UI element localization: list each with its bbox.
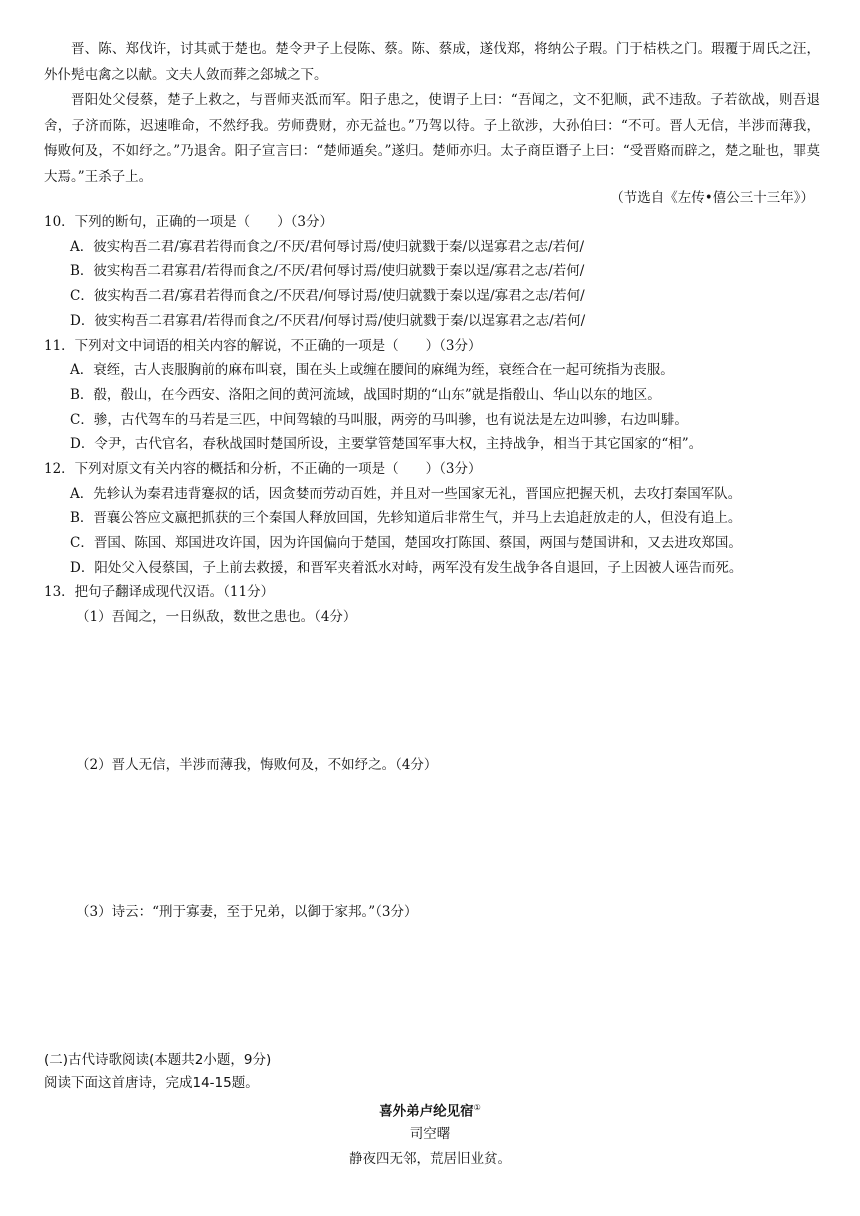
poem-author: 司空曙 — [409, 1126, 451, 1142]
poem-footnote-mark: ① — [473, 1103, 481, 1112]
question-11-option-c: C．骖，古代驾车的马若是三匹，中间驾辕的马叫服，两旁的马叫骖，也有说法是左边叫骖，右边叫騑。 — [70, 412, 688, 428]
question-10-option-d: D．彼实构吾二君寡君/若得而食之/不厌君/何辱讨焉/使归就戮于秦/以逞寡君之志/若何/ — [70, 313, 586, 329]
question-13-stem: 13．把句子翻译成现代汉语。（11分） — [44, 584, 275, 600]
question-11-option-d: D．令尹，古代官名，春秋战国时楚国所设，主要掌管楚国军事大权，主持战争，相当于其它国家的“相”。 — [70, 436, 703, 452]
poem-line-1: 静夜四无邻，荒居旧业贫。 — [349, 1151, 511, 1167]
question-12-option-a: A．先轸认为秦君违背蹇叔的话，因贪婪而劳动百姓，并且对一些国家无礼，晋国应把握天机，去攻打秦国军队。 — [70, 486, 742, 502]
question-12-stem: 12．下列对原文有关内容的概括和分析，不正确的一项是（ ）（3分） — [44, 461, 482, 477]
poem-title: 喜外弟卢纶见宿 — [379, 1103, 474, 1120]
question-10-option-a: A．彼实构吾二君/寡君若得而食之/不厌/君何辱讨焉/使归就戮于秦/以逞寡君之志/若何/ — [70, 239, 585, 255]
question-11-option-b: B．殽，殽山，在今西安、洛阳之间的黄河流域，战国时期的“山东”就是指殽山、华山以东的地区。 — [70, 387, 661, 403]
passage-paragraph-1: 晋、陈、郑伐许，讨其贰于楚也。楚令尹子上侵陈、蔡。陈、蔡成，遂伐郑，将纳公子瑕。门于桔柣之门。瑕覆于周氏之汪，外仆髡屯禽之以献。文夫人敛而葬之郐城之下。 — [44, 41, 820, 83]
question-13-item-3: （3）诗云：“刑于寡妻，至于兄弟，以御于家邦。”（3分） — [76, 904, 418, 920]
section-heading: (二)古代诗歌阅读(本题共2小题，9分) — [44, 1052, 272, 1068]
question-11-stem: 11．下列对文中词语的相关内容的解说，不正确的一项是（ ）（3分） — [44, 338, 482, 354]
passage-source: （节选自《左传•僖公三十三年》） — [610, 190, 814, 206]
poem-title-line — [0, 1098, 860, 1122]
question-10-option-c: C．彼实构吾二君/寡君若得而食之/不厌君/何辱讨焉/使归就戮于秦以逞/寡君之志/若何/ — [70, 288, 585, 304]
passage-paragraph-2: 晋阳处父侵蔡，楚子上救之，与晋师夹泜而军。阳子患之，使谓子上曰：“吾闻之，文不犯顺，武不违敌。子若欲战，则吾退舍，子济而陈，迟速唯命，不然纾我。劳师费财，亦无益也。”乃驾以待。子上欲涉，大孙伯曰：“不可。晋人无信，半涉而薄我，悔败何及，不如纾之。”乃退舍。阳子宣言曰：“楚师遁矣。”遂归。楚师亦归。太子商臣谮子上曰：“受晋赂而辟之，楚之耻也，罪莫大焉。”王杀子上。 — [44, 92, 820, 185]
question-13-item-2: （2）晋人无信，半涉而薄我，悔败何及，不如纾之。（4分） — [76, 757, 438, 773]
question-12-option-d: D．阳处父入侵蔡国，子上前去救援，和晋军夹着泜水对峙，两军没有发生战争各自退回，子上因被人诬告而死。 — [70, 560, 743, 576]
question-11-option-a: A．衰绖，古人丧服胸前的麻布叫衰，围在头上或缠在腰间的麻绳为绖，衰绖合在一起可统指为丧服。 — [70, 362, 674, 378]
question-12-option-b: B．晋襄公答应文嬴把抓获的三个秦国人释放回国，先轸知道后非常生气，并马上去追赶放走的人，但没有追上。 — [70, 510, 742, 526]
question-12-option-c: C．晋国、陈国、郑国进攻许国，因为许国偏向于楚国，楚国攻打陈国、蔡国，两国与楚国讲和，又去进攻郑国。 — [70, 535, 742, 551]
section-instruction: 阅读下面这首唐诗，完成14-15题。 — [44, 1075, 259, 1091]
question-13-item-1: （1）吾闻之，一日纵敌，数世之患也。（4分） — [76, 609, 357, 625]
question-10-option-b: B．彼实构吾二君寡君/若得而食之/不厌/君何辱讨焉/使归就戮于秦以逞/寡君之志/若何/ — [70, 263, 585, 279]
question-10-stem: 10．下列的断句，正确的一项是（ ）（3分） — [44, 214, 334, 230]
